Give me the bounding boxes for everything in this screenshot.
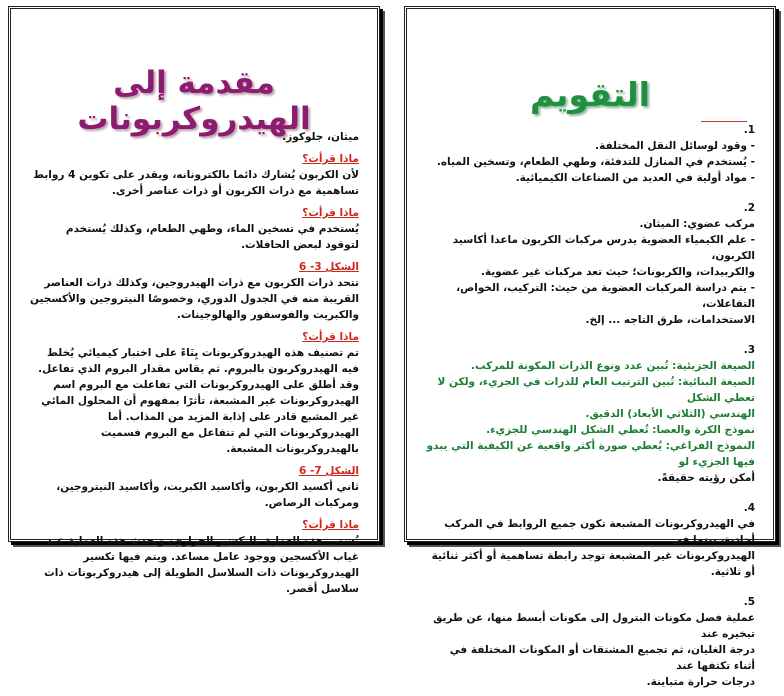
section-line: - وقود لوسائل النقل المختلفة. <box>595 140 755 152</box>
answer-block <box>29 129 359 145</box>
section-line: الصيغة الجزيئية: تُبين عدد ونوع الذرات المكونة للمركب. <box>471 360 755 372</box>
section-line: الهندسي (الثلاثي الأبعاد) الدقيق. <box>585 408 755 420</box>
review-section <box>425 594 755 690</box>
section-line: الاستخدامات، طرق التاجه ... إلخ. <box>585 314 755 326</box>
section-line: أمكن رؤيته حقيقةً. <box>657 472 755 484</box>
left-page <box>8 6 380 595</box>
review-section <box>425 342 755 486</box>
section-line: - يتم دراسة المركبات العضوية من حيث: التركيب، الخواص، التفاعلات، <box>456 282 755 310</box>
answer-text: ميثان، جلوكوز. <box>282 131 359 143</box>
section-line: مركب عضوي: الميثان. <box>639 218 755 230</box>
section-line: نموذج الكرة والعصا: تُعطي الشكل الهندسي للجزيء. <box>486 424 755 436</box>
section-line: درجات حرارة متباينة. <box>646 676 755 688</box>
review-section <box>425 500 755 580</box>
right-page-body <box>425 115 755 696</box>
section-number: 4. <box>743 502 755 514</box>
section-line: النموذج الفراغي: يُعطي صورة أكثر واقعية عن الكيفية التي يبدو فيها الجزيء لو <box>426 440 755 468</box>
answer-text: تم تصنيف هذه الهيدروكربونات بِنَاءً على اختبار كيميائي يُخلط فيه الهيدروكربون بالبروم. ثم يقاس مقدار البروم الذي تفاعل. وقد أطلق على الهيدروكربونات التي تفاعلت مع البروم اسم الهيدروكربونات غير المشبعة، تأثرًا بمفهوم أن المحلول المائي غير المشبع قادر على إذابة المزيد من المذاب. أما الهيدروكربونات التي لم تتفاعل مع البروم فسميت بالهيدروكربونات المشبعة. <box>38 347 359 455</box>
section-line: - يُستخدم في المنازل للتدفئة، وطهي الطعام، وتسخين المياه. <box>436 156 755 168</box>
review-section <box>425 200 755 328</box>
section-number: 3. <box>743 344 755 356</box>
answer-block <box>29 259 359 323</box>
section-line: الهيدروكربونات غير المشبعة توجد رابطة تساهمية أو أكثر ثنائية أو ثلاثية. <box>431 550 755 578</box>
answer-text: تتحد ذرات الكربون مع ذرات الهيدروجين، وكذلك ذرات العناصر القريبة منه في الجدول الدوري، وخصوصًا النيتروجين والأكسجين والكبريت والفوسفور والهالوجينات. <box>30 277 359 321</box>
section-line: في الهيدروكربونات المشبعة تكون جميع الروابط في المركب أحادية، بينما في <box>444 518 755 546</box>
answer-heading: الشكل 3- 6 <box>298 261 359 273</box>
section-number: 5. <box>743 596 755 608</box>
review-section <box>425 122 755 186</box>
section-number: 2. <box>743 202 755 214</box>
answer-text: تُسمى هذه العملية بالتكسير الحراري، وتحدث هذه العملية عند غياب الأكسجين ووجود عامل مساعد. ويتم فيها تكسير الهيدروكربونات ذات السلاسل الطويلة إلى هيدروكربونات ذات سلاسل أقصر. <box>44 535 359 595</box>
answer-block <box>29 151 359 199</box>
right-page <box>404 6 776 688</box>
answer-block <box>29 463 359 511</box>
section-line: درجة الغليان، ثم تجميع المشتقات أو المكونات المختلفة في أثناء تكثفها عند <box>449 644 755 672</box>
section-line: الصيغة البنائية: تُبين الترتيب العام للذرات في الجزيء، ولكن لا تعطي الشكل <box>437 376 755 404</box>
left-page-title: مقدمة إلى الهيدروكربونات <box>77 65 311 137</box>
section-line: - مواد أولية في العديد من الصناعات الكيميائية. <box>515 172 755 184</box>
answer-heading: ماذا قرأت؟ <box>302 153 359 165</box>
answer-block <box>29 329 359 457</box>
section-line: عملية فصل مكونات البترول إلى مكونات أبسط منها، عن طريق تبخيره عند <box>433 612 755 640</box>
section-line: - علم الكيمياء العضوية يدرس مركبات الكربون ماعدا أكاسيد الكربون، <box>452 234 755 262</box>
answer-heading: الشكل 7- 6 <box>298 465 359 477</box>
answer-text: لأن الكربون يُشارك دائما بالكترونانه، ويقدر على تكوين 4 روابط تساهمية مع ذرات الكربون أو ذرات عناصر أخرى. <box>33 169 359 197</box>
answer-text: ثاني أكسيد الكربون، وأكاسيد الكبريت، وأكاسيد النيتروجين، ومركبات الرصاص. <box>56 481 359 509</box>
answer-heading: ماذا قرأت؟ <box>302 207 359 219</box>
left-page-body <box>29 129 359 603</box>
answer-heading: ماذا قرأت؟ <box>302 519 359 531</box>
section-number: 1. <box>743 124 755 136</box>
section-line: والكربيدات، والكربونات؛ حيث تعد مركبات غير عضوية. <box>480 266 755 278</box>
answer-heading: ماذا قرأت؟ <box>302 331 359 343</box>
right-page-title: التقويم <box>530 75 650 114</box>
answer-text: يُستخدم في تسخين الماء، وطهي الطعام، وكذلك يُستخدم لتوقود لبعض الحافلات. <box>65 223 359 251</box>
answer-block <box>29 205 359 253</box>
answer-block <box>29 517 359 597</box>
